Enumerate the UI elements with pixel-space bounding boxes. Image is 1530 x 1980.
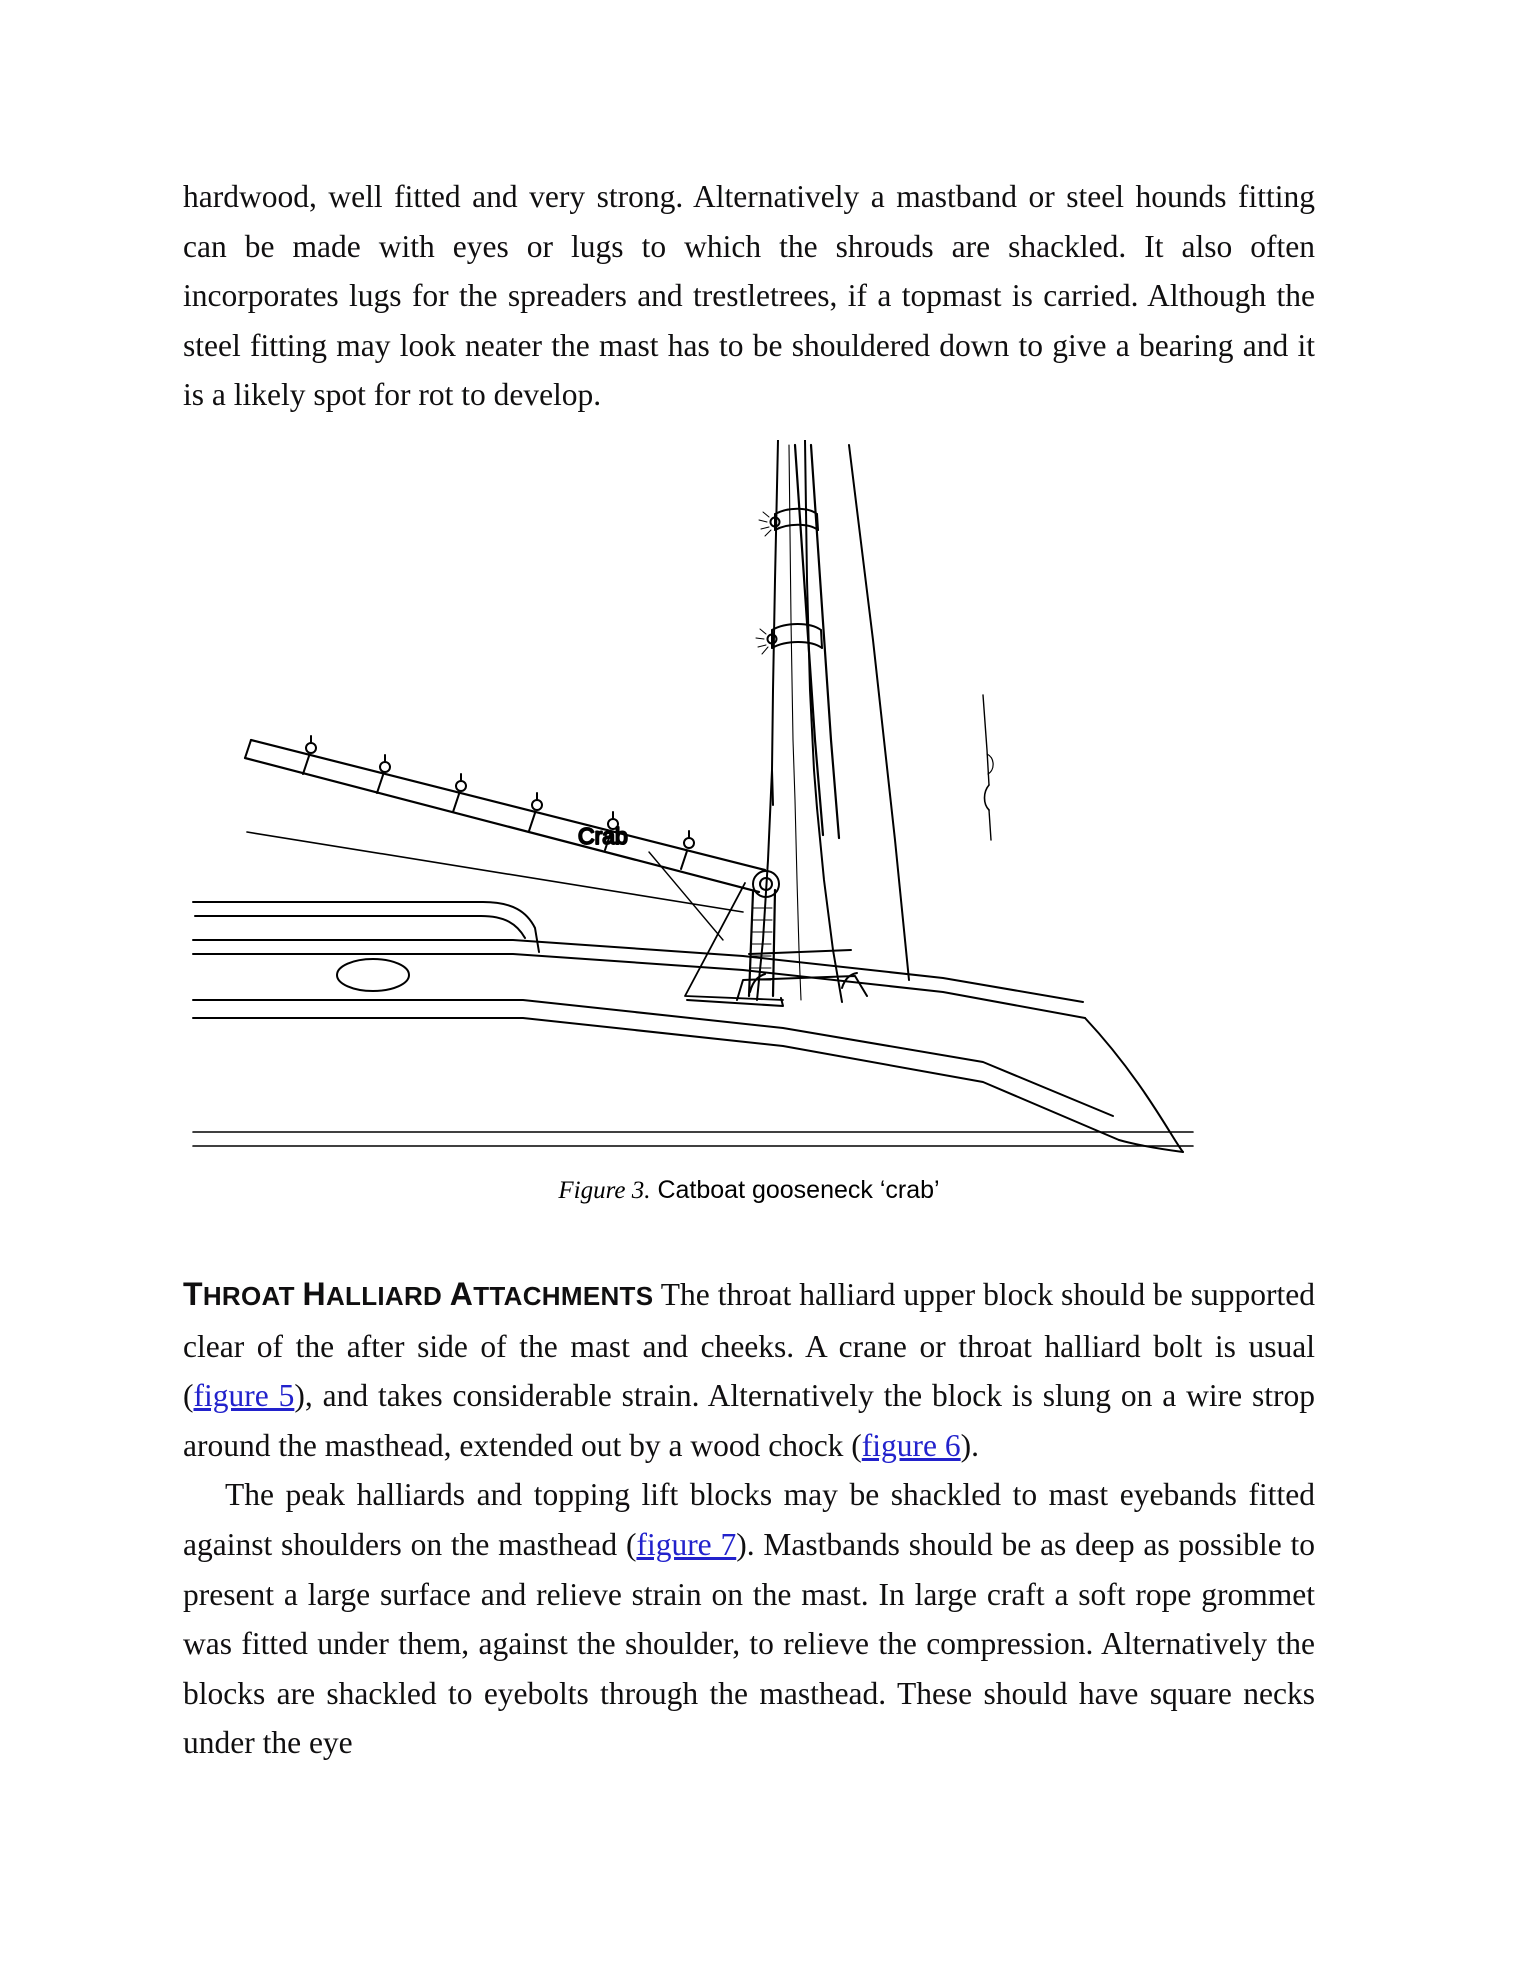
crab-bracket-triangle — [685, 883, 783, 1000]
paragraph-3-part-1: The peak halliards and topping lift blocks may be shackled to mast eyebands fitted against shoulders on the masthead ( — [183, 1477, 1315, 1562]
link-figure-7[interactable]: figure 7 — [636, 1526, 737, 1562]
hull-sheer-strake-lower — [193, 1018, 1119, 1140]
mast-centre-grain-line — [789, 445, 795, 800]
paragraph-3-part-2: ). Mastbands should be as deep as possible to present a large surface and relieve strain on the mast. In large craft a soft rope grommet was fitted under them, against the shoulder, to relieve the compression. Alternatively the blocks are shackled to eyebolts through the masthead. These should have square necks under the eye — [183, 1526, 1315, 1761]
link-figure-6[interactable]: figure 6 — [861, 1427, 961, 1463]
heading-rest-3: TTACHMENTS — [473, 1281, 654, 1311]
paragraph-opening — [183, 172, 1315, 420]
catboat-line-drawing — [183, 440, 1315, 1160]
figure-caption-number: Figure 3. — [558, 1177, 651, 1204]
mast-hoop-lower-seizing — [756, 629, 768, 654]
halliard-line-upper — [983, 695, 989, 785]
heading-rest-2: ALLIARD — [325, 1281, 443, 1311]
boom-top-edge — [251, 740, 765, 870]
figure-caption-title: Catboat gooseneck ‘crab’ — [657, 1176, 940, 1204]
link-figure-5[interactable]: figure 5 — [193, 1378, 295, 1414]
mast-hoop-lower-bottom — [772, 642, 822, 648]
crab-leader-line — [649, 852, 723, 940]
heading-rest-1: HROAT — [202, 1281, 295, 1311]
mast-hoop-upper-seizing — [759, 512, 771, 536]
halliard-thimble — [985, 785, 990, 810]
mast-fore-edge — [772, 440, 778, 805]
sail-leech-line — [849, 445, 909, 980]
mast-hoop-lower-right-end — [821, 630, 822, 648]
mast-hoop-upper-right-end — [817, 514, 818, 530]
paragraph-2-part-3: ). — [960, 1427, 980, 1463]
figure-3-caption — [183, 1174, 1315, 1207]
paragraph-2-part-2: ), and takes considerable strain. Alternatively the block is slung on a wire strop around the masthead, extended out by a wood chock ( — [183, 1378, 1315, 1463]
crab-strap-right — [773, 890, 775, 996]
heading-cap-a: A — [449, 1276, 474, 1312]
mast-hoop-upper-top — [775, 509, 817, 514]
paragraph-2-text — [183, 1270, 1315, 1470]
mast-lower-grain-line — [795, 800, 801, 1000]
boom-lacing-group — [303, 756, 687, 869]
figure-3-illustration — [183, 440, 1315, 1160]
mast-shoulder-line — [749, 950, 851, 954]
paragraph-2-part-1: The throat halliard upper block should be supported clear of the after side of the mast and cheeks. A crane or throat halliard bolt is usual ( — [183, 1277, 1315, 1414]
cabin-coaming-top — [193, 902, 539, 952]
paragraph-3-text — [183, 1470, 1315, 1768]
sail-foot-line — [247, 832, 743, 912]
boom-cleat-pins-group — [306, 736, 694, 848]
paragraph-throat-halliard-attachments — [183, 1270, 1315, 1768]
figure-3-block — [183, 440, 1315, 1207]
paragraph-1-text: hardwood, well fitted and very strong. Alternatively a mastband or steel hounds fitting can be made with eyes or lugs to which the shrouds are shackled. It also often incorporates lugs for the spreaders and trestletrees, if a topmast is carried. Although the steel fitting may look neater the mast has to be shouldered down to give a bearing and it is a likely spot for rot to develop. — [183, 179, 1315, 413]
boom-bottom-edge — [245, 758, 759, 892]
cabin-coaming-inner — [195, 916, 525, 938]
crab-annotation-label: Crab — [578, 823, 628, 849]
deck-line-lower — [193, 954, 1085, 1018]
mast-hoop-upper-bottom — [775, 525, 818, 530]
boom-outer-end — [245, 740, 251, 758]
heading-cap-t: T — [183, 1276, 203, 1312]
heading-cap-h: H — [302, 1276, 326, 1312]
mast-hoop-lower-top — [772, 624, 821, 630]
porthole — [337, 959, 409, 991]
section-heading-throat-halliard-attachments — [183, 1276, 654, 1312]
halliard-line-lower — [989, 810, 991, 840]
